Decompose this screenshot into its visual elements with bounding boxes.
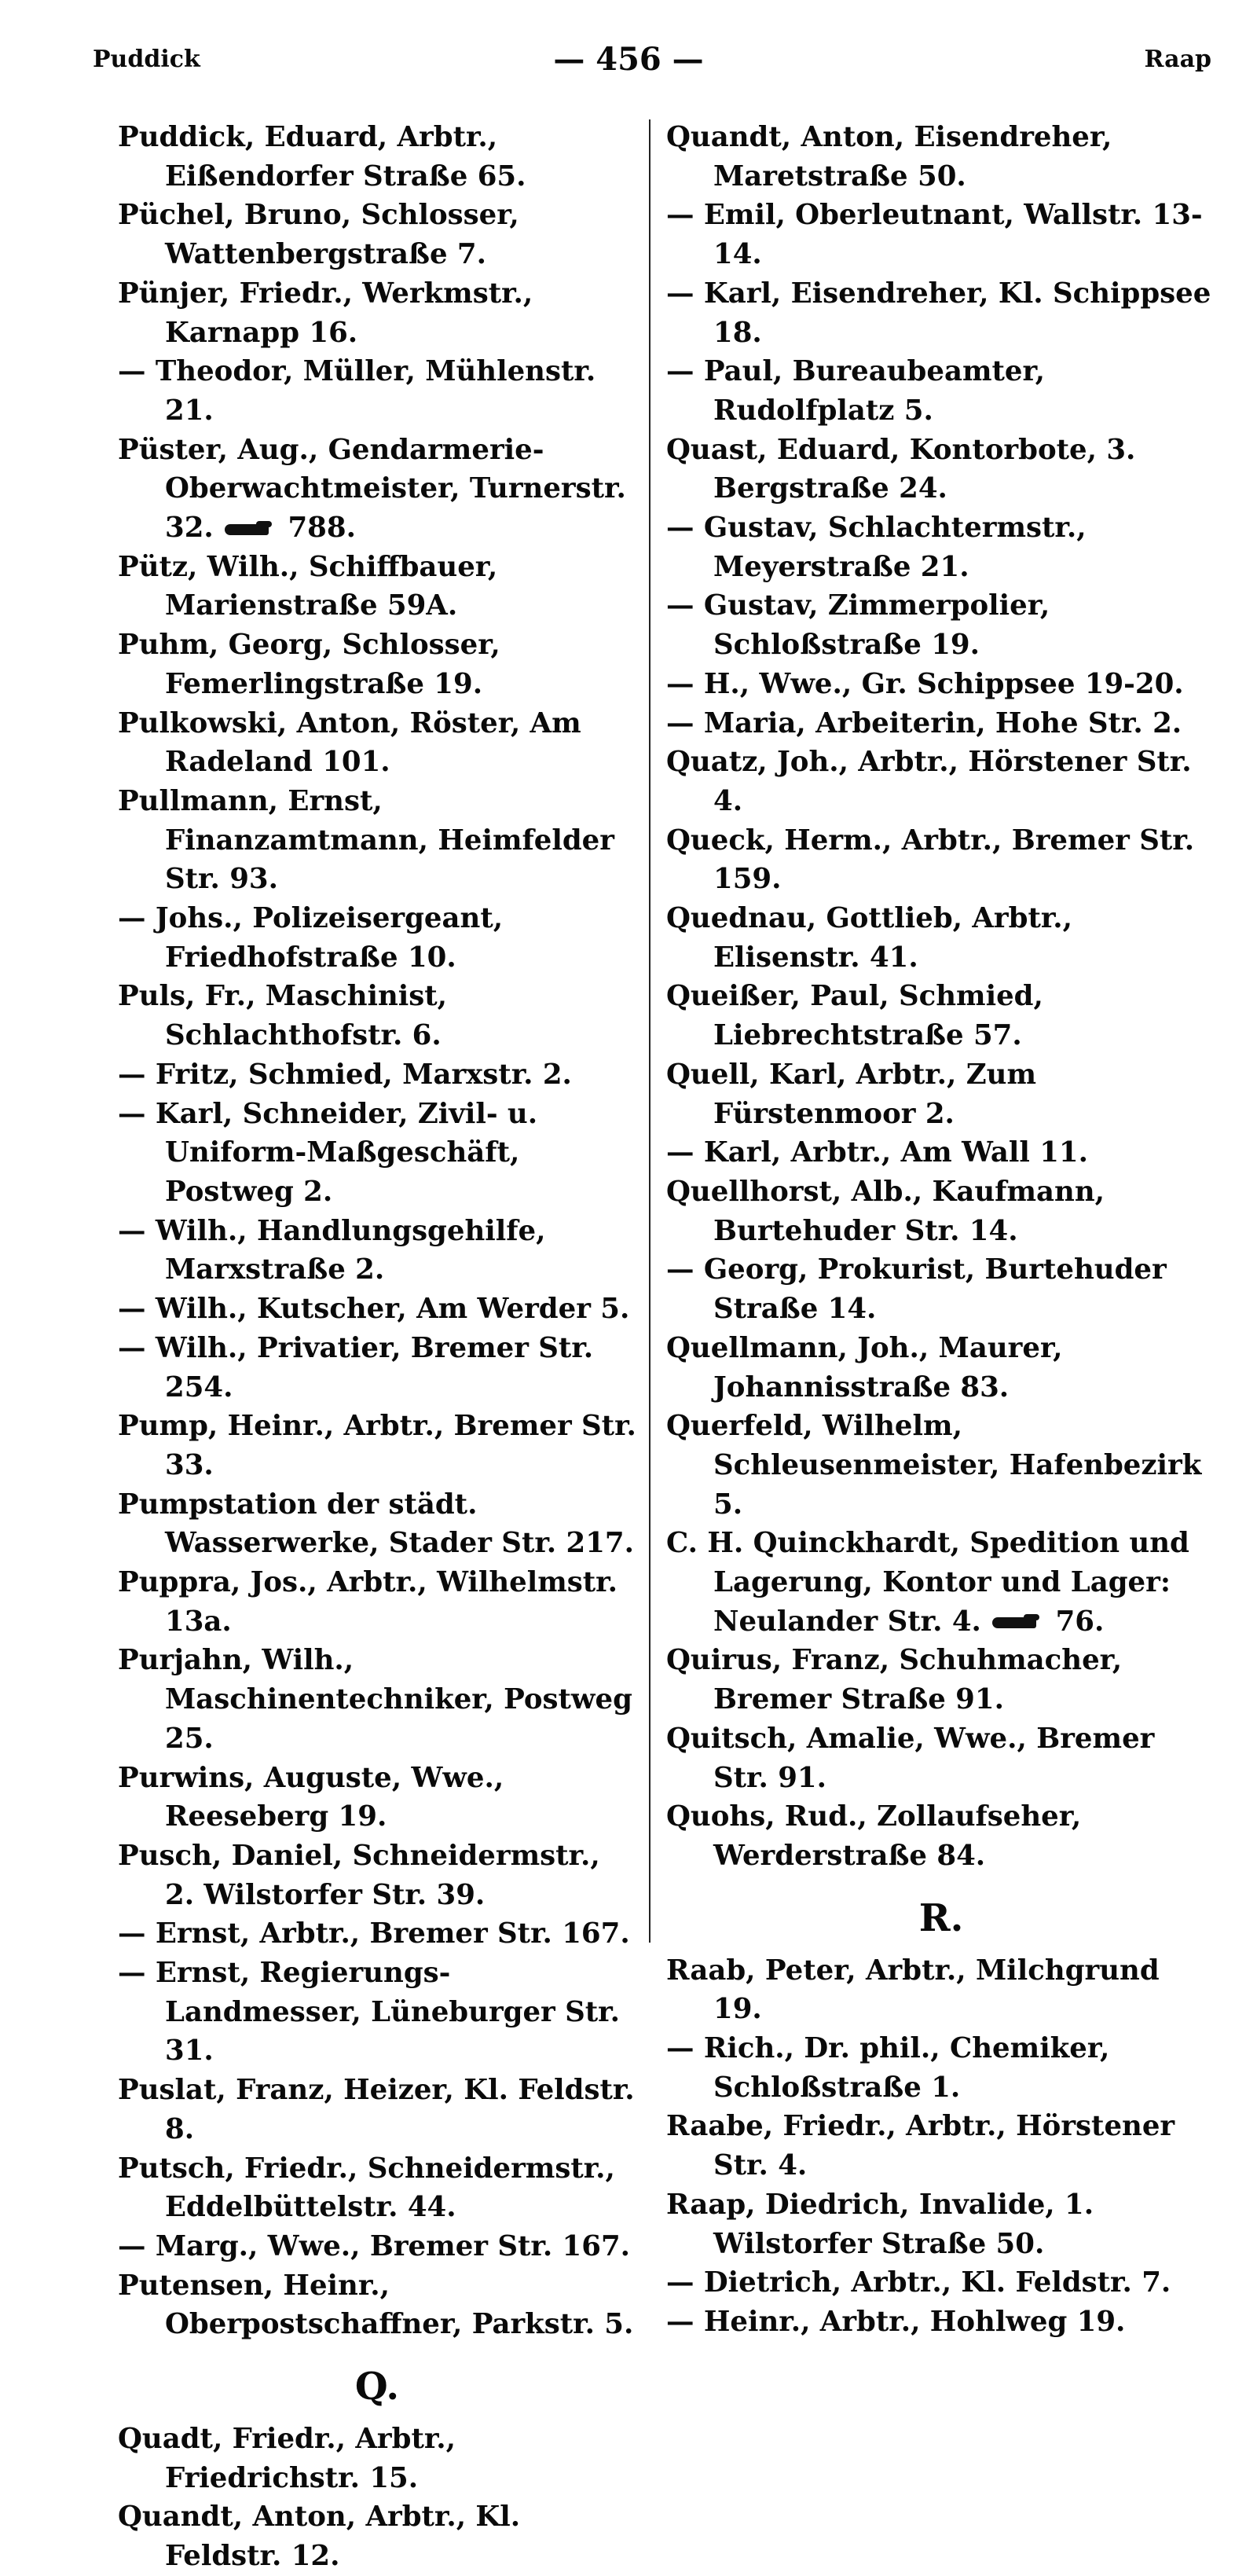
directory-entry: C. H. Quinckhardt, Spedition und Lagerung, Kontor und Lager: Neulander Str. 4. 76. [666,1527,1189,1638]
directory-entry: — Theodor, Müller, Mühlenstr. 21. [118,355,596,427]
directory-entry: Putensen, Heinr., Oberpostschaffner, Parkstr. 5. [118,2269,634,2341]
directory-entry: Quandt, Anton, Arbtr., Kl. Feldstr. 12. [118,2501,521,2573]
section-heading-r: R. [918,1895,964,1940]
header-left-catchword: Puddick [93,46,200,73]
directory-entry: — Ernst, Arbtr., Bremer Str. 167. [118,1917,630,1950]
directory-entry: — Wilh., Kutscher, Am Werder 5. [118,1293,630,1326]
directory-entry: — Dietrich, Arbtr., Kl. Feldstr. 7. [666,2266,1171,2299]
directory-entry: Quast, Eduard, Kontorbote, 3. Bergstraße 24. [666,433,1136,505]
directory-entry: Putsch, Friedr., Schneidermstr., Eddelbüttelstr. 44. [118,2152,615,2224]
right-entry-list [666,118,1216,1876]
directory-entry: Pusch, Daniel, Schneidermstr., 2. Wilstorfer Str. 39. [118,1839,600,1911]
directory-entry: — Karl, Arbtr., Am Wall 11. [666,1136,1088,1169]
directory-entry: — Fritz, Schmied, Marxstr. 2. [118,1058,572,1091]
right-entry-list-r [666,1951,1216,2342]
directory-entry: Puppra, Jos., Arbtr., Wilhelmstr. 13a. [118,1566,618,1638]
section-heading-q: Q. [354,2365,400,2409]
directory-entry: Quandt, Anton, Eisendreher, Maretstraße 50. [666,121,1112,193]
telephone-hand-icon [225,521,272,538]
directory-entry: — Gustav, Schlachtermstr., Meyerstraße 21. [666,512,1087,583]
directory-entry: Quell, Karl, Arbtr., Zum Fürstenmoor 2. [666,1058,1037,1130]
directory-entry: Pulkowski, Anton, Röster, Am Radeland 101. [118,706,581,779]
right-column [666,118,1216,2342]
left-entry-list [118,118,636,2344]
directory-entry: — Rich., Dr. phil., Chemiker, Schloßstraße 1. [666,2032,1110,2104]
directory-entry: Quohs, Rud., Zollaufseher, Werderstraße 84. [666,1800,1082,1872]
telephone-hand-icon [992,1614,1039,1631]
directory-entry: Pumpstation der städt. Wasserwerke, Stader Str. 217. [118,1488,634,1560]
directory-entry: Quellmann, Joh., Maurer, Johannisstraße 83. [666,1331,1063,1404]
page-number: — 456 — [553,41,704,78]
directory-entry: Raab, Peter, Arbtr., Milchgrund 19. [666,1954,1160,2026]
directory-entry: Queck, Herm., Arbtr., Bremer Str. 159. [666,824,1195,896]
directory-entry: — Gustav, Zimmerpolier, Schloßstraße 19. [666,589,1050,662]
directory-entry: — Karl, Eisendreher, Kl. Schippsee 18. [666,277,1211,349]
column-divider [649,119,650,1943]
directory-entry: Pünjer, Friedr., Werkmstr., Karnapp 16. [118,277,533,349]
directory-entry: — Paul, Bureaubeamter, Rudolfplatz 5. [666,355,1045,427]
directory-entry: — Emil, Oberleutnant, Wallstr. 13-14. [666,199,1203,271]
left-column [118,118,636,2576]
directory-entry: Pump, Heinr., Arbtr., Bremer Str. 33. [118,1410,636,1481]
directory-entry: Puhm, Georg, Schlosser, Femerlingstraße 19. [118,629,500,700]
directory-entry: Puddick, Eduard, Arbtr., Eißendorfer Straße 65. [118,121,526,193]
directory-entry: Quirus, Franz, Schuhmacher, Bremer Straße 91. [666,1644,1123,1716]
directory-entry: — Karl, Schneider, Zivil- u. Uniform-Maßgeschäft, Postweg 2. [118,1097,538,1208]
directory-entry: Pütz, Wilh., Schiffbauer, Marienstraße 59A. [118,550,498,622]
directory-entry: Raabe, Friedr., Arbtr., Hörstener Str. 4. [666,2110,1175,2182]
directory-entry: — Georg, Prokurist, Burtehuder Straße 14. [666,1253,1167,1326]
directory-entry: Pullmann, Ernst, Finanzamtmann, Heimfelder Str. 93. [118,784,614,896]
directory-entry: Queißer, Paul, Schmied, Liebrechtstraße 57. [666,980,1043,1052]
directory-entry: Raap, Diedrich, Invalide, 1. Wilstorfer Straße 50. [666,2188,1094,2260]
directory-entry: Püchel, Bruno, Schlosser, Wattenbergstraße 7. [118,199,519,271]
directory-entry: Purjahn, Wilh., Maschinentechniker, Postweg 25. [118,1644,632,1755]
directory-entry: Puslat, Franz, Heizer, Kl. Feldstr. 8. [118,2074,635,2145]
directory-entry: Quellhorst, Alb., Kaufmann, Burtehuder Str. 14. [666,1175,1105,1247]
directory-entry: — Wilh., Privatier, Bremer Str. 254. [118,1331,594,1404]
directory-entry: Purwins, Auguste, Wwe., Reeseberg 19. [118,1761,504,1833]
directory-entry: Quadt, Friedr., Arbtr., Friedrichstr. 15. [118,2423,456,2494]
directory-entry: — Ernst, Regierungs-Landmesser, Lüneburger Str. 31. [118,1957,620,2068]
header-right-catchword: Raap [1144,46,1211,73]
directory-entry: — H., Wwe., Gr. Schippsee 19-20. [666,667,1184,700]
directory-entry: Quatz, Joh., Arbtr., Hörstener Str. 4. [666,746,1192,817]
directory-entry: Quednau, Gottlieb, Arbtr., Elisenstr. 41. [666,902,1073,974]
directory-entry: — Johs., Polizeisergeant, Friedhofstraße 10. [118,902,504,974]
left-entry-list-q [118,2420,636,2576]
directory-entry: — Marg., Wwe., Bremer Str. 167. [118,2229,631,2262]
directory-entry: — Heinr., Arbtr., Hohlweg 19. [666,2305,1126,2338]
directory-entry: — Wilh., Handlungsgehilfe, Marxstraße 2. [118,1214,546,1286]
directory-entry: Quitsch, Amalie, Wwe., Bremer Str. 91. [666,1722,1155,1794]
directory-entry: — Maria, Arbeiterin, Hohe Str. 2. [666,706,1182,739]
directory-entry: Querfeld, Wilhelm, Schleusenmeister, Hafenbezirk 5. [666,1410,1202,1521]
page-header [0,41,1257,101]
directory-entry: Püster, Aug., Gendarmerie-Oberwachtmeister, Turnerstr. 32. 788. [118,433,626,545]
directory-entry: Puls, Fr., Maschinist, Schlachthofstr. 6. [118,980,448,1052]
